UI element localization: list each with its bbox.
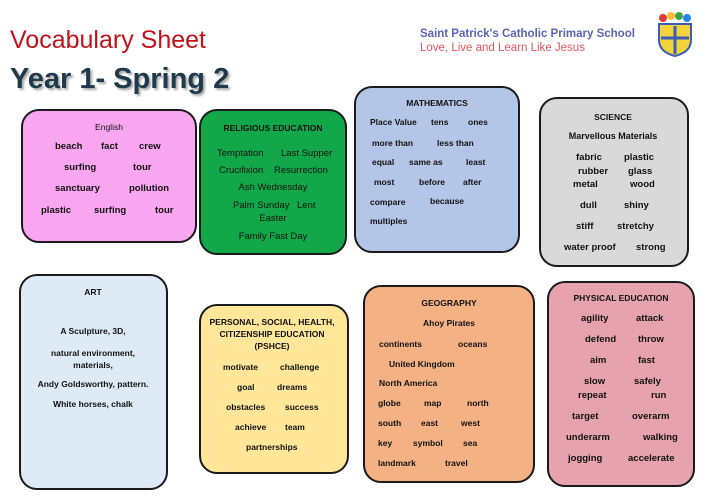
geography-word: globe [378, 398, 401, 408]
pe-word: run [651, 390, 667, 401]
maths-card [354, 86, 520, 253]
religious-word: Last Supper [281, 148, 333, 159]
religious-word: Lent [297, 200, 316, 211]
art-line: A Sculpture, 3D, [60, 326, 126, 336]
pe-word: defend [585, 334, 617, 345]
pe-word: safely [634, 376, 661, 387]
geography-word: sea [463, 438, 478, 448]
art-line: Andy Goldsworthy, pattern. [37, 379, 149, 389]
pe-word: accelerate [628, 453, 675, 464]
pe-word: overarm [632, 411, 670, 422]
pshce-word: obstacles [226, 402, 266, 412]
pshce-word: partnerships [246, 442, 298, 452]
religious-word: Easter [259, 213, 287, 224]
pe-word: attack [636, 313, 664, 324]
maths-word: after [463, 177, 482, 187]
science-word: shiny [624, 200, 649, 211]
maths-word: less than [437, 138, 474, 148]
science-word: water proof [564, 242, 616, 253]
pe-word: aim [590, 355, 607, 366]
pe-word: underarm [566, 432, 610, 443]
pe-word: jogging [568, 453, 603, 464]
art-heading: ART [84, 287, 102, 297]
pshce-word: goal [237, 382, 255, 392]
maths-word: Place Value [370, 117, 417, 127]
science-word: plastic [624, 152, 655, 163]
english-word: fact [101, 141, 118, 152]
science-word: fabric [576, 152, 602, 163]
religious-word: Palm Sunday [233, 200, 290, 211]
page-title: Vocabulary Sheet [10, 26, 206, 54]
geography-word: North America [379, 378, 438, 388]
maths-word: compare [370, 197, 406, 207]
english-word: beach [55, 141, 83, 152]
pe-word: agility [581, 313, 609, 324]
science-word: rubber [578, 166, 609, 177]
school-crest-icon [651, 10, 699, 58]
pe-word: walking [643, 432, 678, 443]
pshce-word: team [285, 422, 305, 432]
pshce-heading: (PSHCE) [254, 341, 290, 351]
pe-word: repeat [578, 390, 607, 401]
english-word: plastic [41, 205, 72, 216]
english-word: tour [133, 162, 152, 173]
pshce-heading: PERSONAL, SOCIAL, HEALTH, [209, 317, 335, 327]
maths-word: same as [409, 157, 443, 167]
art-line: materials, [73, 360, 113, 370]
science-word: strong [636, 242, 666, 253]
science-heading: SCIENCE [594, 112, 632, 122]
art-line: natural environment, [50, 348, 136, 358]
geography-subheading: Ahoy Pirates [423, 318, 475, 328]
science-word: wood [630, 179, 655, 190]
maths-word: because [430, 196, 465, 206]
english-heading: English [95, 122, 123, 132]
geography-word: north [467, 398, 489, 408]
maths-word: most [374, 177, 395, 187]
maths-word: before [419, 177, 445, 187]
religious-heading: RELIGIOUS EDUCATION [223, 123, 323, 133]
english-word: surfing [94, 205, 127, 216]
art-line: White horses, chalk [53, 399, 133, 409]
pe-heading: PHYSICAL EDUCATION [573, 293, 669, 303]
maths-heading: MATHEMATICS [406, 98, 468, 108]
religious-word: Family Fast Day [238, 231, 308, 242]
geography-word: United Kingdom [389, 359, 455, 369]
geography-heading: GEOGRAPHY [421, 298, 477, 308]
geography-word: oceans [458, 339, 488, 349]
religious-word: Ash Wednesday [238, 182, 308, 193]
pe-word: fast [638, 355, 655, 366]
geography-word: continents [379, 339, 422, 349]
pe-word: throw [638, 334, 664, 345]
maths-word: ones [468, 117, 488, 127]
science-word: metal [573, 179, 598, 190]
english-word: crew [139, 141, 161, 152]
pshce-heading: CITIZENSHIP EDUCATION [219, 329, 325, 339]
science-word: stiff [576, 221, 594, 232]
pshce-word: achieve [235, 422, 267, 432]
geography-word: south [378, 418, 402, 428]
geography-word: key [378, 438, 393, 448]
pshce-word: challenge [280, 362, 320, 372]
geography-word: landmark [378, 458, 416, 468]
geography-word: west [461, 418, 480, 428]
science-word: stretchy [617, 221, 654, 232]
pshce-word: dreams [277, 382, 308, 392]
maths-word: tens [431, 117, 449, 127]
pe-word: target [572, 411, 599, 422]
science-word: glass [628, 166, 653, 177]
religious-word: Temptation [217, 148, 264, 159]
english-word: sanctuary [55, 183, 100, 194]
geography-word: map [424, 398, 442, 408]
english-word: tour [155, 205, 174, 216]
science-word: dull [580, 200, 597, 211]
religious-word: Resurrection [274, 165, 328, 176]
maths-word: multiples [370, 216, 408, 226]
geography-word: east [421, 418, 439, 428]
pshce-word: success [285, 402, 319, 412]
pe-word: slow [584, 376, 606, 387]
page-subtitle: Year 1- Spring 2 [10, 63, 230, 95]
school-motto: Love, Live and Learn Like Jesus [420, 42, 585, 54]
science-subheading: Marvellous Materials [568, 131, 658, 141]
english-word: surfing [64, 162, 97, 173]
pshce-word: motivate [223, 362, 258, 372]
religious-word: Crucifixion [219, 165, 264, 176]
english-word: pollution [129, 183, 170, 194]
geography-word: symbol [413, 438, 443, 448]
maths-word: least [466, 157, 486, 167]
maths-word: equal [372, 157, 395, 167]
maths-word: more than [372, 138, 414, 148]
school-name: Saint Patrick's Catholic Primary School [420, 28, 635, 40]
geography-word: travel [445, 458, 468, 468]
